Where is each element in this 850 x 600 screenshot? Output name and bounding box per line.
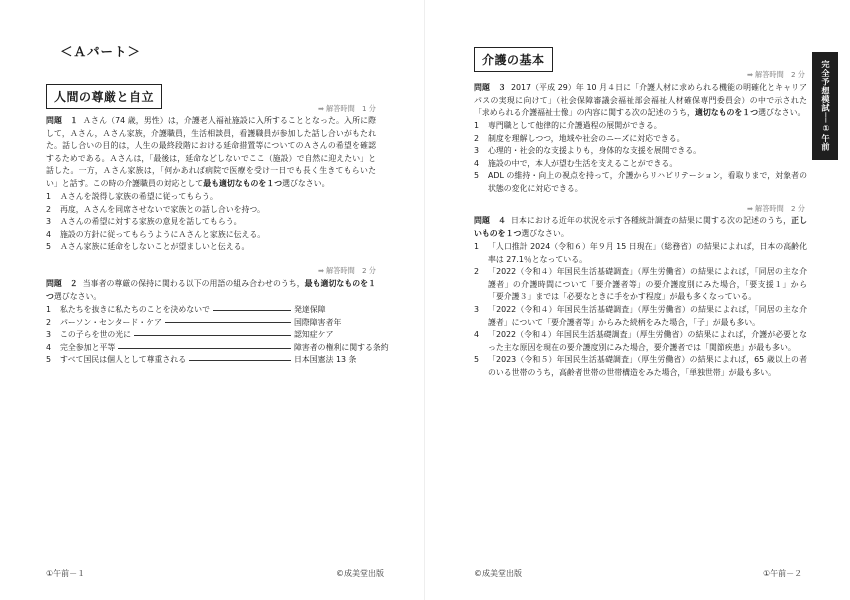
- right-page: [425, 0, 850, 600]
- page-number-right: ①午前－２: [763, 569, 803, 578]
- copyright-left: ©成美堂出版: [336, 569, 384, 578]
- page-number-left: ①午前－１: [46, 569, 86, 578]
- side-tab-label: 完全予想模試──①午前: [821, 60, 831, 151]
- question-text: 当事者の尊厳の保持に関わる以下の用語の組み合わせのうち，: [82, 279, 305, 288]
- q4-time-note: ➡ 解答時間 2 分: [746, 204, 805, 213]
- arrow-right-icon: ➡: [746, 70, 754, 79]
- section-title-basics: 介護の基本: [474, 47, 553, 72]
- question-number: 問題 １: [46, 116, 79, 125]
- option[interactable]: 3 Ａさんの希望に対する家族の意見を話してもらう。: [46, 217, 242, 227]
- q3-time-note: ➡ 解答時間 2 分: [746, 70, 805, 79]
- option[interactable]: 3 この子らを世の光に 認知症ケア: [46, 330, 334, 340]
- side-index-tab: [812, 52, 838, 160]
- option[interactable]: 3 心理的・社会的な支援よりも，身体的な支援を展開できる。: [474, 146, 702, 156]
- option[interactable]: 3 「2022（令和４）年国民生活基礎調査」（厚生労働省）の結果によれば，「同居の主な介護者」について「要介護者等」からみた続柄をみた場合，「子」が最も多い。: [474, 304, 807, 327]
- option[interactable]: 1 私たちを抜きに私たちのことを決めないで 発達保障: [46, 305, 326, 314]
- q2-time-note: ➡ 解答時間 2 分: [317, 266, 376, 275]
- question-emphasis: 適切なものを１つ: [694, 108, 759, 118]
- question-emphasis: 正しいものを１つ: [474, 216, 807, 238]
- option[interactable]: 1 「人口推計 2024（令和６）年９月 15 日現在」（総務省）の結果によれば，日本の高齢化率は 27.1％となっている。: [474, 242, 807, 264]
- question-number: 問題 ４: [474, 216, 507, 225]
- option[interactable]: 4 施設の方針に従ってもらうようにＡさんと家族に伝える。: [46, 229, 266, 239]
- question-tail: 選びなさい。: [521, 228, 569, 238]
- question-tail: 選びなさい。: [758, 108, 806, 118]
- option[interactable]: 5 ADL の維持・向上の視点を持って，介護からリハビリテーション，看取りまで，対象者の状態の変化に対応できる。: [474, 171, 807, 193]
- question-3-options: [474, 120, 807, 196]
- option[interactable]: 2 制度を理解しつつ，地域や社会のニーズに対応できる。: [474, 133, 685, 143]
- leader-line: [165, 322, 291, 323]
- option[interactable]: 4 「2022（令和４）年国民生活基礎調査」（厚生労働省）の結果によれば，介護が必要となった主な原因を現在の要介護度別にみた場合，要介護者では「関節疾患」が最も多い。: [474, 330, 807, 352]
- question-2: [46, 278, 376, 303]
- question-3: [474, 82, 807, 120]
- option[interactable]: 1 専門職として他律的に介護過程の展開ができる。: [474, 121, 662, 130]
- option[interactable]: 5 すべて国民は個人として尊重される 日本国憲法 13 条: [46, 355, 357, 365]
- option[interactable]: 4 施設の中で，本人が望む生活を支えることができる。: [474, 158, 678, 168]
- question-4: [474, 215, 807, 240]
- question-tail: 選びなさい。: [282, 178, 330, 188]
- question-2-options: [46, 304, 389, 367]
- option[interactable]: 2 「2022（令和４）年国民生活基礎調査」（厚生労働省）の結果によれば，「同居の主な介護者」の介護時間について「要介護者等」の要介護度別にみた場合，「要支援１」から「要介護３」までは「必要なときに手をかす程度」が最も多くなっている。: [474, 267, 807, 302]
- leader-line: [189, 360, 291, 361]
- question-4-options: [474, 241, 807, 380]
- section-title-dignity: 人間の尊厳と自立: [46, 84, 162, 109]
- question-number: 問題 ３: [474, 83, 506, 92]
- option[interactable]: 5 Ａさん家族に延命をしないことが望ましいと伝える。: [46, 242, 250, 252]
- arrow-right-icon: ➡: [317, 104, 325, 113]
- question-emphasis: 最も適切なものを１つ: [46, 279, 376, 301]
- arrow-right-icon: ➡: [317, 266, 325, 275]
- option[interactable]: 1 Ａさんを説得し家族の希望に従ってもらう。: [46, 192, 218, 201]
- question-text: Ａさん（74 歳，男性）は，介護老人福祉施設に入所することとなった。入所に際して，Ａさん，Ａさん家族，介護職員，生活相談員，看護職員が参加した話し合いがもたれた。話し合いの目的は，人生の最終段階における延命措置等についてのＡさんの希望を確認するためである。Ａさんは，「最後は，延命などしないでここ（施設）で自然に迎えたい」と話した。一方，Ａさん家族は，「何かあれば病院で医療を受け一日でも長く生きてもらいたい」と話す。この時の介護職員の対応として: [46, 116, 376, 188]
- copyright-right: ©成美堂出版: [474, 569, 522, 578]
- leader-line: [118, 348, 291, 349]
- question-1-options: [46, 191, 376, 254]
- question-1: [46, 115, 376, 191]
- leader-line: [213, 310, 291, 311]
- question-emphasis: 最も適切なものを１つ: [203, 178, 283, 188]
- leader-line: [134, 335, 291, 336]
- q1-time-note: ➡ 解答時間 1 分: [317, 104, 376, 113]
- option[interactable]: 5 「2023（令和５）年国民生活基礎調査」（厚生労働省）の結果によれば，65 歳以上の者のいる世帯のうち，高齢者世帯の世帯構造をみた場合，「単独世帯」が最も多い。: [474, 355, 807, 377]
- option[interactable]: 2 再度，Ａさんを同席させないで家族との話し合いを持つ。: [46, 204, 265, 214]
- question-text: 日本における近年の状況を示す各種統計調査の結果に関する次の記述のうち，: [511, 216, 792, 225]
- question-tail: 選びなさい。: [53, 291, 102, 301]
- question-text: 2017（平成 29）年 10 月４日に「介護人材に求められる機能の明確化とキャリアパスの実現に向けて」（社会保障審議会福祉部会福祉人材確保専門委員会）の中で示された「求められる介護福祉士像」の内容に関する次の記述のうち，: [474, 83, 807, 118]
- option[interactable]: 2 パーソン・センタード・ケア 国際障害者年: [46, 317, 342, 327]
- arrow-right-icon: ➡: [746, 204, 754, 213]
- question-number: 問題 ２: [46, 279, 78, 288]
- part-title: ＜Ａパート＞: [60, 44, 142, 59]
- option[interactable]: 4 完全参加と平等 障害者の権利に関する条約: [46, 342, 389, 352]
